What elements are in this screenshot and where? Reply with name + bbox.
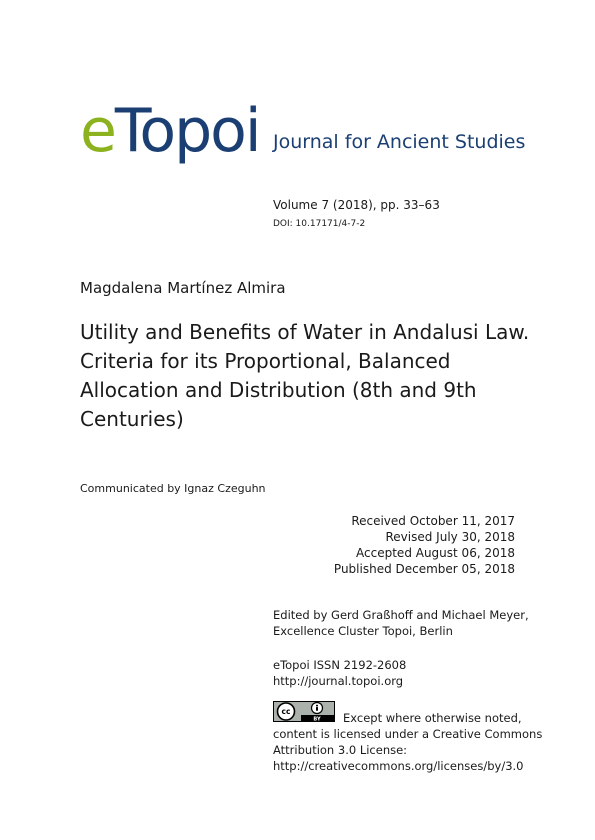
article-title: Utility and Benefits of Water in Andalusi Law. Criteria for its Proportional, Balanced Allocation and Distribution (8th and 9th Centuries) <box>80 320 530 431</box>
license-line-3: Attribution 3.0 License: <box>273 743 408 757</box>
logo-e: e <box>80 96 115 166</box>
doi: DOI: 10.17171/4-7-2 <box>273 219 366 229</box>
etopoi-logo <box>80 96 260 166</box>
issn-block <box>273 657 406 689</box>
publication-dates <box>334 513 515 577</box>
license-line-2: content is licensed under a Creative Commons <box>273 727 543 741</box>
revised-date: Revised July 30, 2018 <box>385 530 515 544</box>
communicated-by: Communicated by Ignaz Czeguhn <box>80 482 266 495</box>
journal-subtitle: Journal for Ancient Studies <box>273 131 526 153</box>
license-line-1: Except where otherwise noted, <box>343 711 522 725</box>
logo-topoi: Topoi <box>114 96 260 166</box>
editors-line: Edited by Gerd Graßhoff and Michael Meyer, <box>273 608 529 622</box>
editors-affiliation: Excellence Cluster Topoi, Berlin <box>273 624 453 638</box>
accepted-date: Accepted August 06, 2018 <box>356 546 515 560</box>
journal-url[interactable]: http://journal.topoi.org <box>273 674 404 688</box>
cc-badge-text: cc <box>281 707 291 717</box>
license-url[interactable]: http://creativecommons.org/licenses/by/3.0 <box>273 759 524 773</box>
by-badge-text: BY <box>313 716 321 722</box>
editors-block <box>273 607 529 639</box>
volume-info: Volume 7 (2018), pp. 33–63 <box>273 198 440 212</box>
published-date: Published December 05, 2018 <box>333 562 515 576</box>
license-text <box>273 710 543 774</box>
received-date: Received October 11, 2017 <box>351 514 515 528</box>
author-name: Magdalena Martínez Almira <box>80 279 286 297</box>
issn-number: eTopoi ISSN 2192-2608 <box>273 658 407 672</box>
